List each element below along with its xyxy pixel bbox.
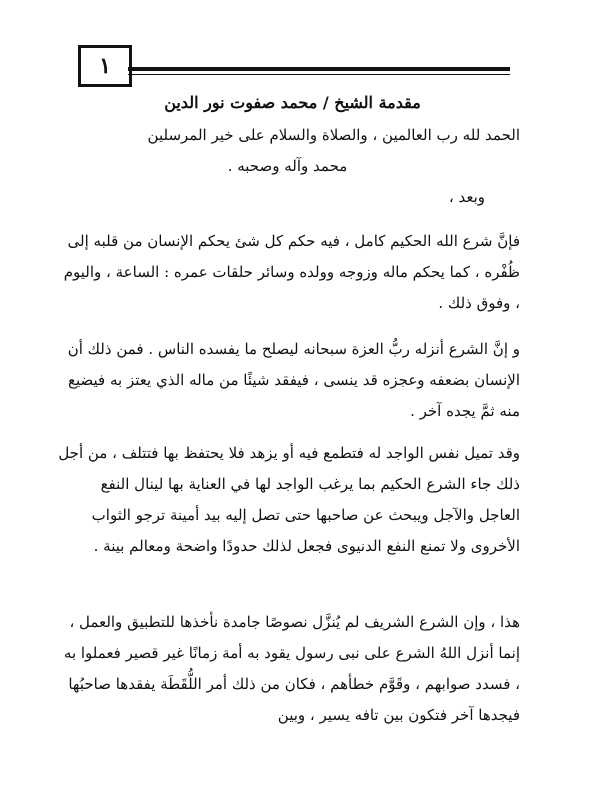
paragraph-text: هذا ، وإن الشرع الشريف لم يُنزَّل نصوصًا جامدة نأخذها للتطبيق والعمل ، إنما أنزل اللهُ الشرع على نبى رسول يقود به أمة زمانًا غير قصير فعملوا به ، فسدد صوابهم ، وقَوَّم خطأهم ، فكان من ذلك أمر اللُّقَطَة يفقدها صاحبُها فيجدها آخر فتكون بين تافه يسير ، وبين <box>63 613 520 724</box>
paragraph-text: وقد تميل نفس الواجد له فتطمع فيه أو يزهد فلا يحتفظ بها فتتلف ، من أجل ذلك جاء الشرع الحكيم بما يرغب الواجد لها في العناية بها لينال النفع العاجل والآجل ويبحث عن صاحبها حتى تصل إليه بيد أمينة ترجو الثواب الأخروى ولا تمنع النفع الدنيوى فجعل لذلك حدودًا واضحة ومعالم بينة . <box>58 444 520 555</box>
page-number-box <box>78 45 132 87</box>
paragraph-3 <box>55 438 520 562</box>
wabaad-line: وبعد ، <box>448 188 485 206</box>
paragraph-1 <box>55 226 520 319</box>
paragraph-text: و إنَّ الشرع أنزله ربُّ العزة سبحانه ليصلح ما يفسده الناس . فمن ذلك أن الإنسان بضعفه وعجزه قد ينسى ، فيفقد شيئًا من ماله الذي يعتز به فيضيع منه ثمَّ يجده آخر . <box>67 340 520 420</box>
opening-line-2: محمد وآله وصحبه . <box>227 157 348 175</box>
paragraph-4 <box>55 607 520 731</box>
header-rule-thin <box>128 74 510 75</box>
page-title: مقدمة الشيخ / محمد صفوت نور الدين <box>164 93 421 112</box>
opening-block <box>55 120 520 213</box>
page-number: ١ <box>99 53 111 79</box>
paragraph-2 <box>55 334 520 427</box>
paragraph-text: فإنَّ شرع الله الحكيم كامل ، فيه حكم كل شئ يحكم الإنسان من قلبه إلى ظُفْره ، كما يحكم ماله وزوجه وولده وسائر حلقات عمره : الساعة ، واليوم ، وفوق ذلك . <box>63 232 520 312</box>
header-rule <box>128 67 510 71</box>
opening-line-1: الحمد لله رب العالمين ، والصلاة والسلام على خير المرسلين <box>147 126 520 144</box>
